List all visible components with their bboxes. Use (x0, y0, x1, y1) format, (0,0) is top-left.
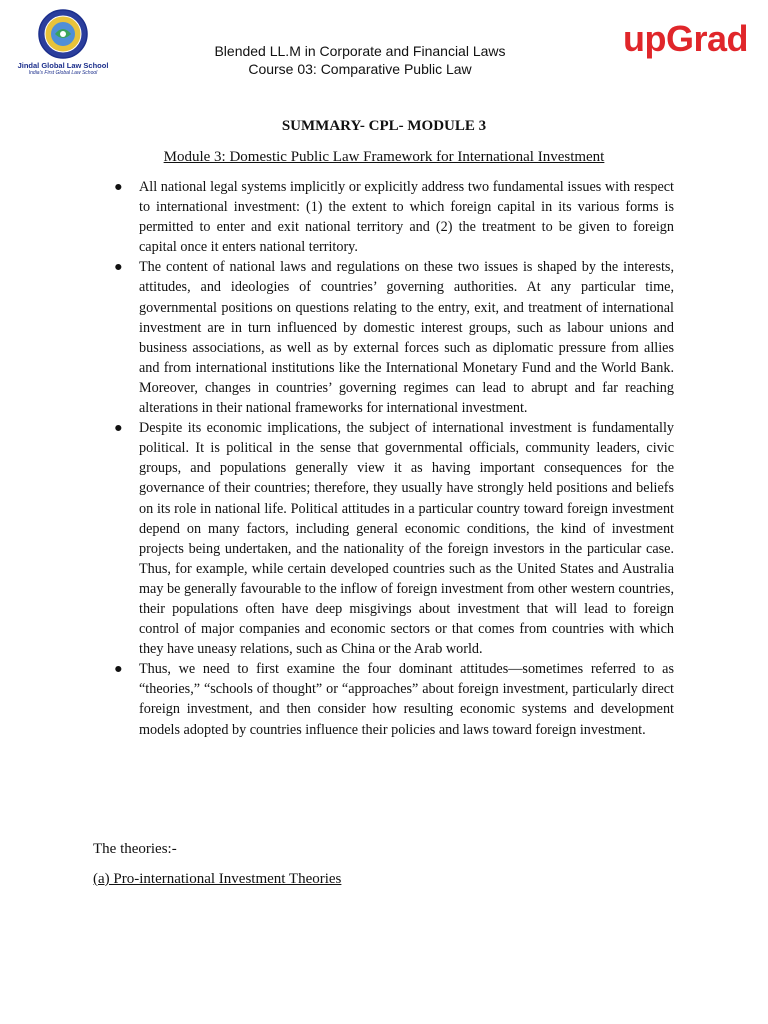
bullet-icon: ● (114, 420, 123, 437)
summary-bullet-list (112, 177, 674, 740)
bullet-item (112, 257, 674, 418)
bullet-icon: ● (114, 661, 123, 678)
bullet-icon: ● (114, 179, 123, 195)
bullet-text: Thus, we need to first examine the four dominant attitudes—sometimes referred to as “theories,” “schools of thought” or “approaches” about foreign investment, particularly direct foreign investment, and then consider how resulting economic systems and development models adopted by countries influence their policies and laws toward foreign investment. (139, 661, 674, 738)
course-header (180, 42, 540, 78)
bullet-text: Despite its economic implications, the subject of international investment is fundamentally political. It is political in the sense that governmental officials, community leaders, civic groups, and populations generally view it as having important consequences for the governance of their countries; therefore, they usually have strongly held positions and beliefs on its role in national life. Political attitudes in a particular country toward foreign investment depend on many factors, including general economic conditions, the kind of investment projects being undertaken, and the nationality of the foreign investors in the particular case. Thus, for example, while certain developed countries such as the United States and Australia may be generally favourable to the inflow of foreign investment from other western countries, their populations often have deep misgivings about investment that will lead to foreign control of major companies and economic sectors or that comes from countries with which they have uneasy relations, such as China or the Arab world. (139, 420, 674, 658)
jindal-logo-tagline: India's First Global Law School (28, 70, 98, 76)
jindal-emblem-icon (35, 8, 91, 60)
upgrad-logo: upGrad (622, 18, 748, 59)
bullet-text: The content of national laws and regulations on these two issues is shaped by the interests, attitudes, and ideologies of countries’ governing authorities. At any particular time, governmental positions on questions relating to the entry, exit, and treatment of international investment are in turn influenced by domestic interest groups, such as labour unions and business associations, as well as by external forces such as diplomatic pressure from allies and from international institutions like the International Monetary Fund and the World Bank. Moreover, changes in countries’ governing regimes can lead to abrupt and far reaching alterations in their national frameworks for international investment. (139, 259, 674, 417)
jindal-global-law-school-logo (8, 8, 118, 80)
bullet-item (112, 659, 674, 739)
theories-label: The theories:- (93, 841, 177, 857)
bullet-item (112, 418, 674, 659)
course-name: Course 03: Comparative Public Law (248, 61, 472, 77)
bullet-icon: ● (114, 259, 123, 276)
bullet-item (112, 177, 674, 257)
jindal-logo-name: Jindal Global Law School (17, 61, 109, 70)
bullet-text: All national legal systems implicitly or explicitly address two fundamental issues with respect to international investment: (1) the extent to which foreign capital in its various forms is permitted to enter and exit national territory and (2) the treatment to be given to foreign capital once it enters national territory. (139, 179, 674, 256)
program-name: Blended LL.M in Corporate and Financial Laws (214, 43, 506, 59)
module-subtitle: Module 3: Domestic Public Law Framework for International Investment (163, 149, 605, 165)
document-title: SUMMARY- CPL- MODULE 3 (281, 118, 487, 134)
section-heading: (a) Pro-international Investment Theories (93, 871, 342, 887)
